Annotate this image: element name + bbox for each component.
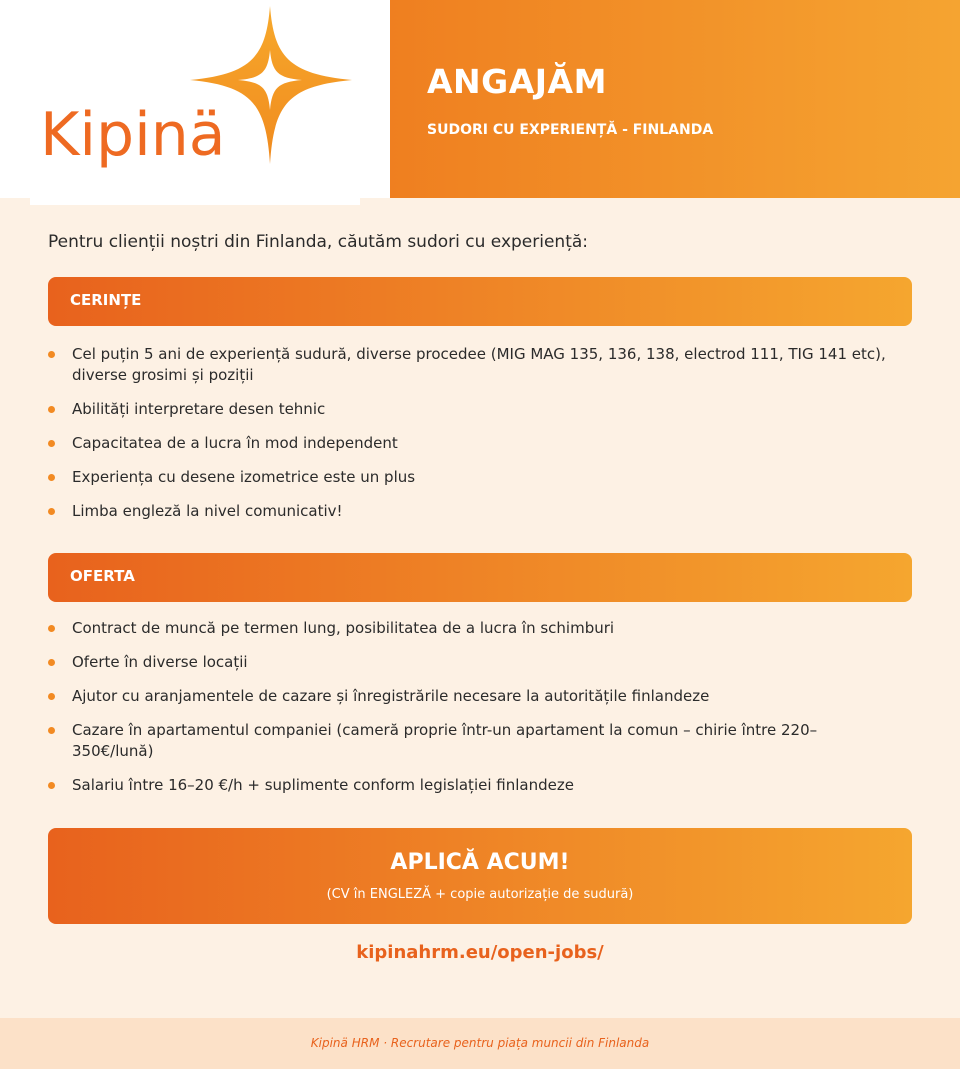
list-item: Cel puțin 5 ani de experiență sudură, diverse procedee (MIG MAG 135, 136, 138, electrod 111, TIG 141 etc), diverse grosimi și poziții: [48, 344, 898, 386]
page-subtitle: SUDORI CU EXPERIENȚĂ - FINLANDA: [427, 122, 714, 138]
apply-now-sublabel: (CV în ENGLEZĂ + copie autorizație de sudură): [326, 887, 634, 902]
logo-wordmark: Kipinä: [40, 100, 226, 170]
intro-text: Pentru clienții noștri din Finlanda, căutăm sudori cu experiență:: [48, 232, 589, 252]
jobs-link[interactable]: kipinahrm.eu/open-jobs/: [356, 942, 604, 963]
list-item: Oferte în diverse locații: [48, 652, 898, 673]
apply-now-button[interactable]: [48, 828, 912, 924]
offer-heading-bar: [48, 553, 912, 602]
requirements-heading: CERINȚE: [70, 291, 142, 309]
requirements-list: [48, 344, 898, 522]
footer: [0, 1018, 960, 1069]
footer-text: Kipinä HRM · Recrutare pentru piața muncii din Finlanda: [310, 1036, 650, 1050]
bullet-icon: [48, 782, 55, 789]
offer-list: [48, 618, 898, 796]
bullet-icon: [48, 351, 55, 358]
bullet-icon: [48, 659, 55, 666]
list-item: Abilități interpretare desen tehnic: [48, 399, 898, 420]
bullet-icon: [48, 440, 55, 447]
requirements-heading-bar: [48, 277, 912, 326]
header: [0, 0, 960, 198]
list-item: Cazare în apartamentul companiei (cameră proprie într-un apartament la comun – chirie între 220–350€/lună): [48, 720, 898, 762]
bullet-icon: [48, 474, 55, 481]
logo-underline: [30, 198, 360, 205]
bullet-icon: [48, 727, 55, 734]
list-item: Salariu între 16–20 €/h + suplimente conform legislației finlandeze: [48, 775, 898, 796]
logo-panel: [0, 0, 390, 198]
bullet-icon: [48, 693, 55, 700]
list-item: Capacitatea de a lucra în mod independent: [48, 433, 898, 454]
list-item: Limba engleză la nivel comunicativ!: [48, 501, 898, 522]
bullet-icon: [48, 508, 55, 515]
bullet-icon: [48, 406, 55, 413]
list-item: Experiența cu desene izometrice este un plus: [48, 467, 898, 488]
page-title: ANGAJĂM: [427, 62, 607, 101]
list-item: Contract de muncă pe termen lung, posibilitatea de a lucra în schimburi: [48, 618, 898, 639]
bullet-icon: [48, 625, 55, 632]
apply-now-label: APLICĂ ACUM!: [390, 850, 570, 875]
offer-heading: OFERTA: [70, 567, 135, 585]
title-panel: [390, 0, 960, 198]
list-item: Ajutor cu aranjamentele de cazare și înregistrările necesare la autoritățile finlandeze: [48, 686, 898, 707]
